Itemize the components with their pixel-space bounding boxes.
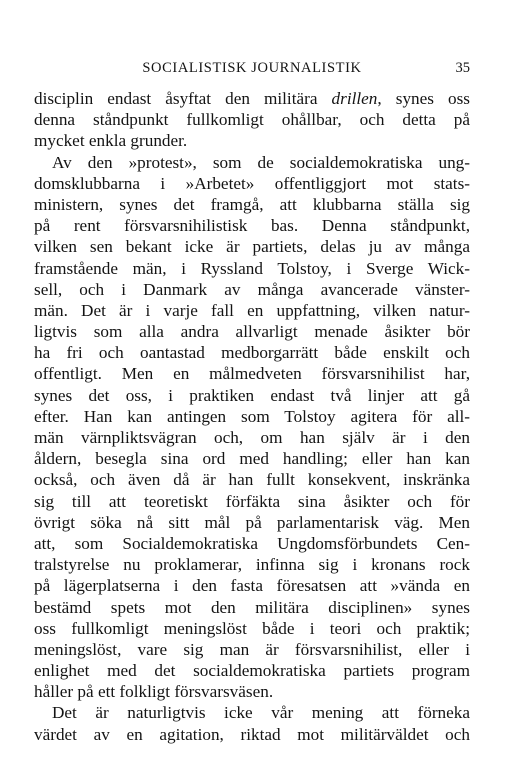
text-line [34, 152, 470, 173]
text-line-content: efter. Han kan antingen som Tolstoy agitera för all- [34, 406, 470, 426]
text-line-content: tralstyrelse nu proklamerar, infinna sig i kronans rock [34, 555, 470, 575]
text-line [34, 236, 470, 257]
text-line [34, 109, 470, 130]
text-line [34, 130, 470, 151]
text-line [34, 448, 470, 469]
running-head [34, 60, 470, 82]
text-line [34, 724, 470, 745]
text-line-content: vilken sen bekant icke är partiets, delas ju av många [34, 237, 470, 257]
text-line-content: övrigt söka nå sitt mål på parlamentarisk väg. Men [34, 512, 470, 532]
running-title: SOCIALISTISK JOURNALISTIK [142, 60, 362, 76]
text-line-content: ligtvis som alla andra allvarligt menade åsikter bör [34, 322, 470, 342]
text-line [34, 342, 470, 363]
text-line-content: oss fullkomligt meningslöst både i teori och praktik; [34, 618, 470, 638]
text-line [34, 427, 470, 448]
text-line [34, 702, 470, 723]
text-line-content: domsklubbarna i »Arbetet» offentliggjort mot stats- [34, 173, 470, 193]
text-line-content: män. Det är i varje fall en uppfattning, vilken natur- [34, 300, 470, 320]
text-line [34, 469, 470, 490]
text-line [34, 554, 470, 575]
text-line-content: Det är naturligtvis icke vår mening att förneka [52, 703, 470, 723]
text-line-content: håller på ett folkligt försvarsväsen. [34, 682, 274, 702]
text-line [34, 88, 470, 109]
text-line [34, 385, 470, 406]
text-line-content: ha fri och oantastad medborgarrätt både enskilt och [34, 343, 470, 363]
text-line-content: framstående män, i Ryssland Tolstoy, i Sverge Wick- [34, 258, 470, 278]
text-line [34, 363, 470, 384]
book-page [34, 60, 470, 745]
text-line-content: på lägerplatserna i den fasta föresatsen att »vända en [34, 576, 470, 596]
text-line [34, 597, 470, 618]
text-line-content: på rent försvarsnihilistisk bas. Denna ståndpunkt, [34, 216, 470, 236]
text-line [34, 300, 470, 321]
text-line-content: också, och även då är han fullt konsekvent, inskränka [34, 470, 470, 490]
body-text [34, 88, 470, 745]
text-line-continuation: , synes oss [377, 89, 470, 108]
text-line [34, 321, 470, 342]
text-line [34, 215, 470, 236]
text-line-content: mycket enkla grunder. [34, 131, 188, 151]
text-line [34, 618, 470, 639]
text-line-content: ministern, synes det framgå, att klubbarna ställa sig [34, 194, 470, 214]
text-line-content: enlighet med det socialdemokratiska partiets program [34, 661, 470, 681]
text-line [34, 194, 470, 215]
text-line-content: disciplin endast åsyftat den militära [34, 89, 332, 108]
text-line-content: att, som Socialdemokratiska Ungdomsförbundets Cen- [34, 533, 470, 553]
text-line-content: män värnpliktsvägran och, om han själv är i den [34, 428, 470, 447]
text-line [34, 279, 470, 300]
text-line-content: åldern, besegla sina ord med handling; eller han kan [34, 449, 470, 469]
text-line-content: sell, och i Danmark av många avancerade vänster- [34, 279, 470, 299]
text-line [34, 575, 470, 596]
text-line [34, 491, 470, 512]
text-line [34, 681, 470, 702]
text-line-content: Av den »protest», som de socialdemokratiska ung- [52, 152, 470, 172]
text-line-content: bestämd spets mot den militära disciplinen» synes [34, 597, 470, 617]
page-number: 35 [455, 60, 470, 76]
text-line-content: denna ståndpunkt fullkomligt ohållbar, och detta på [34, 110, 470, 130]
text-line [34, 406, 470, 427]
text-line [34, 660, 470, 681]
text-line-content: synes det oss, i praktiken endast två linjer att gå [34, 385, 470, 405]
italic-word: drillen [331, 89, 378, 108]
text-line-content: sig till att teoretiskt förfäkta sina åsikter och för [34, 491, 470, 511]
text-line-content: meningslöst, vare sig man är försvarsnihilist, eller i [34, 639, 470, 659]
text-line [34, 512, 470, 533]
text-line [34, 258, 470, 279]
text-line [34, 173, 470, 194]
text-line [34, 533, 470, 554]
text-line-content: offentligt. Men en målmedveten försvarsnihilist har, [34, 364, 470, 384]
text-line-content: värdet av en agitation, riktad mot militärväldet och [34, 724, 470, 744]
text-line [34, 639, 470, 660]
